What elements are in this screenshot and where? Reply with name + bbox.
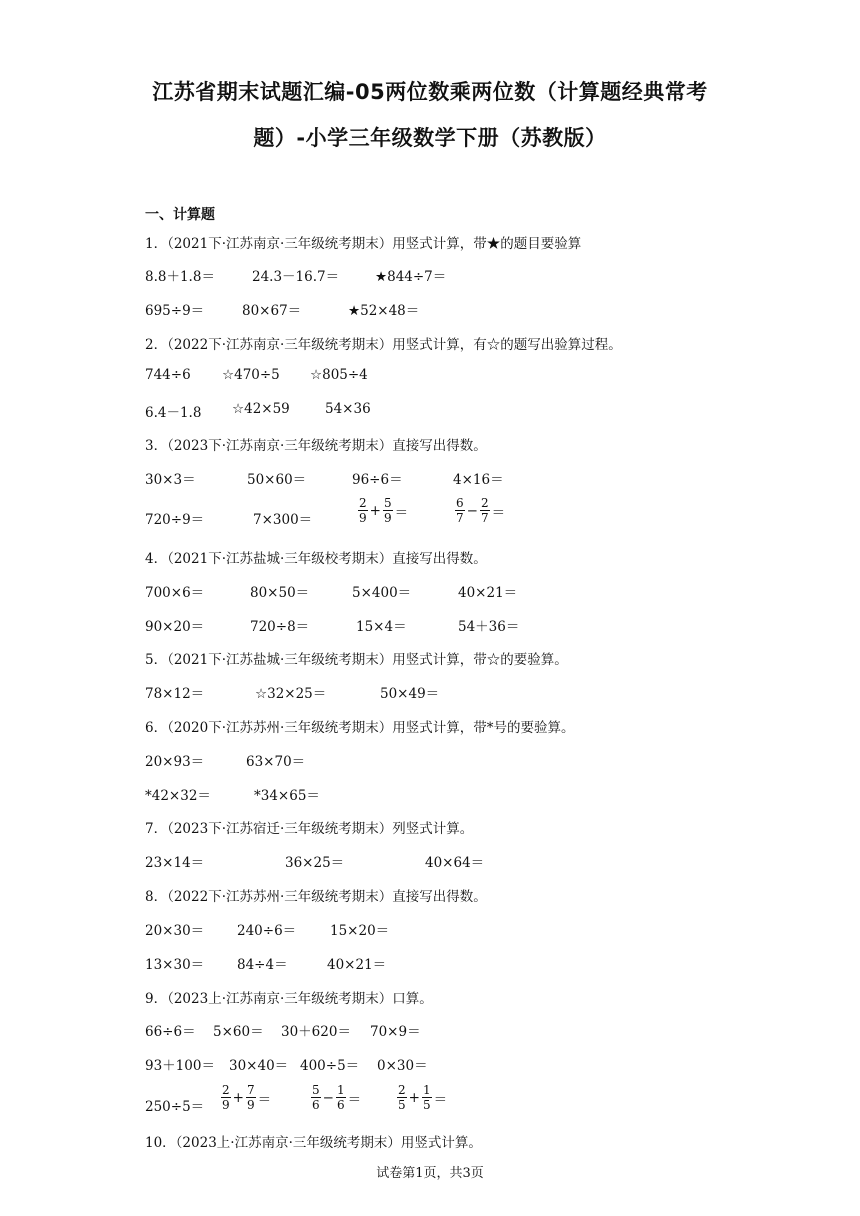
fraction-expression: $\frac{5}{6}$ − $\frac{1}{6}$ ＝ bbox=[312, 1083, 362, 1112]
expression: ☆805÷4 bbox=[310, 367, 368, 383]
expression: 6.4－1.8 bbox=[145, 405, 202, 421]
fraction: $\frac{1}{5}$ bbox=[422, 1083, 431, 1112]
fraction: $\frac{1}{6}$ bbox=[336, 1083, 345, 1112]
expression: 50×60＝ bbox=[247, 472, 307, 488]
question-7-prompt: 7．（2023下·江苏宿迁·三年级统考期末）列竖式计算。 bbox=[145, 821, 474, 837]
question-6-prompt: 6．（2020下·江苏苏州·三年级统考期末）用竖式计算，带*号的要验算。 bbox=[145, 720, 575, 736]
expression: 13×30＝ bbox=[145, 957, 205, 973]
expression: 70×9＝ bbox=[370, 1024, 421, 1040]
expression: 24.3－16.7＝ bbox=[252, 269, 340, 285]
fraction: $\frac{5}{6}$ bbox=[312, 1083, 320, 1112]
expression: 20×93＝ bbox=[145, 754, 205, 770]
expression: 96÷6＝ bbox=[352, 472, 403, 488]
expression: ★52×48＝ bbox=[348, 303, 420, 319]
fraction-expression: $\frac{2}{9}$ + $\frac{7}{9}$ ＝ bbox=[222, 1083, 272, 1112]
expression: 20×30＝ bbox=[145, 923, 205, 939]
expression: 40×64＝ bbox=[425, 855, 485, 871]
question-5-prompt: 5．（2021下·江苏盐城·三年级统考期末）用竖式计算，带☆的要验算。 bbox=[145, 652, 568, 668]
fraction: $\frac{2}{9}$ bbox=[222, 1083, 230, 1112]
expression: 695÷9＝ bbox=[145, 303, 205, 319]
expression: 40×21＝ bbox=[327, 957, 387, 973]
page-footer: 试卷第1页，共3页 bbox=[376, 1166, 484, 1181]
expression: 5×400＝ bbox=[352, 585, 412, 601]
fraction: $\frac{7}{9}$ bbox=[246, 1083, 255, 1112]
expression: 8.8＋1.8＝ bbox=[145, 269, 215, 285]
fraction-expression: $\frac{2}{9}$ + $\frac{5}{9}$ ＝ bbox=[359, 496, 409, 525]
expression: 63×70＝ bbox=[246, 754, 306, 770]
expression: *34×65＝ bbox=[254, 788, 320, 804]
expression: 7×300＝ bbox=[253, 512, 313, 528]
expression: 93＋100＝ bbox=[145, 1058, 215, 1074]
expression: ☆42×59 bbox=[232, 401, 290, 417]
section-heading: 一、计算题 bbox=[145, 207, 215, 223]
question-1-prompt: 1．（2021下·江苏南京·三年级统考期末）用竖式计算，带★的题目要验算 bbox=[145, 236, 582, 252]
fraction: $\frac{2}{7}$ bbox=[480, 496, 489, 525]
expression: 250÷5＝ bbox=[145, 1099, 205, 1115]
expression: 80×50＝ bbox=[250, 585, 310, 601]
expression: 0×30＝ bbox=[377, 1058, 428, 1074]
fraction-expression: $\frac{6}{7}$ − $\frac{2}{7}$ ＝ bbox=[456, 496, 506, 525]
fraction: $\frac{2}{9}$ bbox=[359, 496, 367, 525]
expression: 50×49＝ bbox=[380, 686, 440, 702]
expression: 84÷4＝ bbox=[237, 957, 288, 973]
expression: 15×20＝ bbox=[330, 923, 390, 939]
expression: 54＋36＝ bbox=[458, 619, 520, 635]
question-8-prompt: 8．（2022下·江苏苏州·三年级统考期末）直接写出得数。 bbox=[145, 889, 487, 905]
expression: *42×32＝ bbox=[145, 788, 211, 804]
expression: 23×14＝ bbox=[145, 855, 205, 871]
expression: 78×12＝ bbox=[145, 686, 205, 702]
document-title-line-1: 江苏省期末试题汇编-05两位数乘两位数（计算题经典常考 bbox=[152, 80, 708, 104]
expression: 90×20＝ bbox=[145, 619, 205, 635]
expression: 400÷5＝ bbox=[300, 1058, 360, 1074]
fraction: $\frac{5}{9}$ bbox=[383, 496, 392, 525]
question-3-prompt: 3．（2023下·江苏南京·三年级统考期末）直接写出得数。 bbox=[145, 438, 487, 454]
expression: 54×36 bbox=[325, 401, 371, 417]
expression: ★844÷7＝ bbox=[375, 269, 447, 285]
expression: 30×3＝ bbox=[145, 472, 196, 488]
fraction-expression: $\frac{2}{5}$ + $\frac{1}{5}$ ＝ bbox=[398, 1083, 448, 1112]
expression: 36×25＝ bbox=[285, 855, 345, 871]
expression: 240÷6＝ bbox=[237, 923, 297, 939]
question-10-prompt: 10．（2023上·江苏南京·三年级统考期末）用竖式计算。 bbox=[145, 1135, 482, 1151]
question-9-prompt: 9．（2023上·江苏南京·三年级统考期末）口算。 bbox=[145, 991, 433, 1007]
expression: 66÷6＝ bbox=[145, 1024, 196, 1040]
expression: 720÷8＝ bbox=[250, 619, 310, 635]
question-4-prompt: 4．（2021下·江苏盐城·三年级校考期末）直接写出得数。 bbox=[145, 551, 487, 567]
fraction: $\frac{6}{7}$ bbox=[456, 496, 464, 525]
expression: 5×60＝ bbox=[213, 1024, 264, 1040]
expression: 744÷6 bbox=[145, 367, 191, 383]
expression: 15×4＝ bbox=[356, 619, 407, 635]
expression: ☆470÷5 bbox=[222, 367, 280, 383]
expression: 720÷9＝ bbox=[145, 512, 205, 528]
expression: 700×6＝ bbox=[145, 585, 205, 601]
expression: 4×16＝ bbox=[453, 472, 504, 488]
expression: 30＋620＝ bbox=[281, 1024, 351, 1040]
document-title-line-2: 题）-小学三年级数学下册（苏教版） bbox=[253, 126, 607, 150]
fraction: $\frac{2}{5}$ bbox=[398, 1083, 406, 1112]
expression: ☆32×25＝ bbox=[255, 686, 327, 702]
expression: 40×21＝ bbox=[458, 585, 518, 601]
expression: 80×67＝ bbox=[242, 303, 302, 319]
question-2-prompt: 2．（2022下·江苏南京·三年级统考期末）用竖式计算，有☆的题写出验算过程。 bbox=[145, 337, 622, 353]
expression: 30×40＝ bbox=[229, 1058, 289, 1074]
